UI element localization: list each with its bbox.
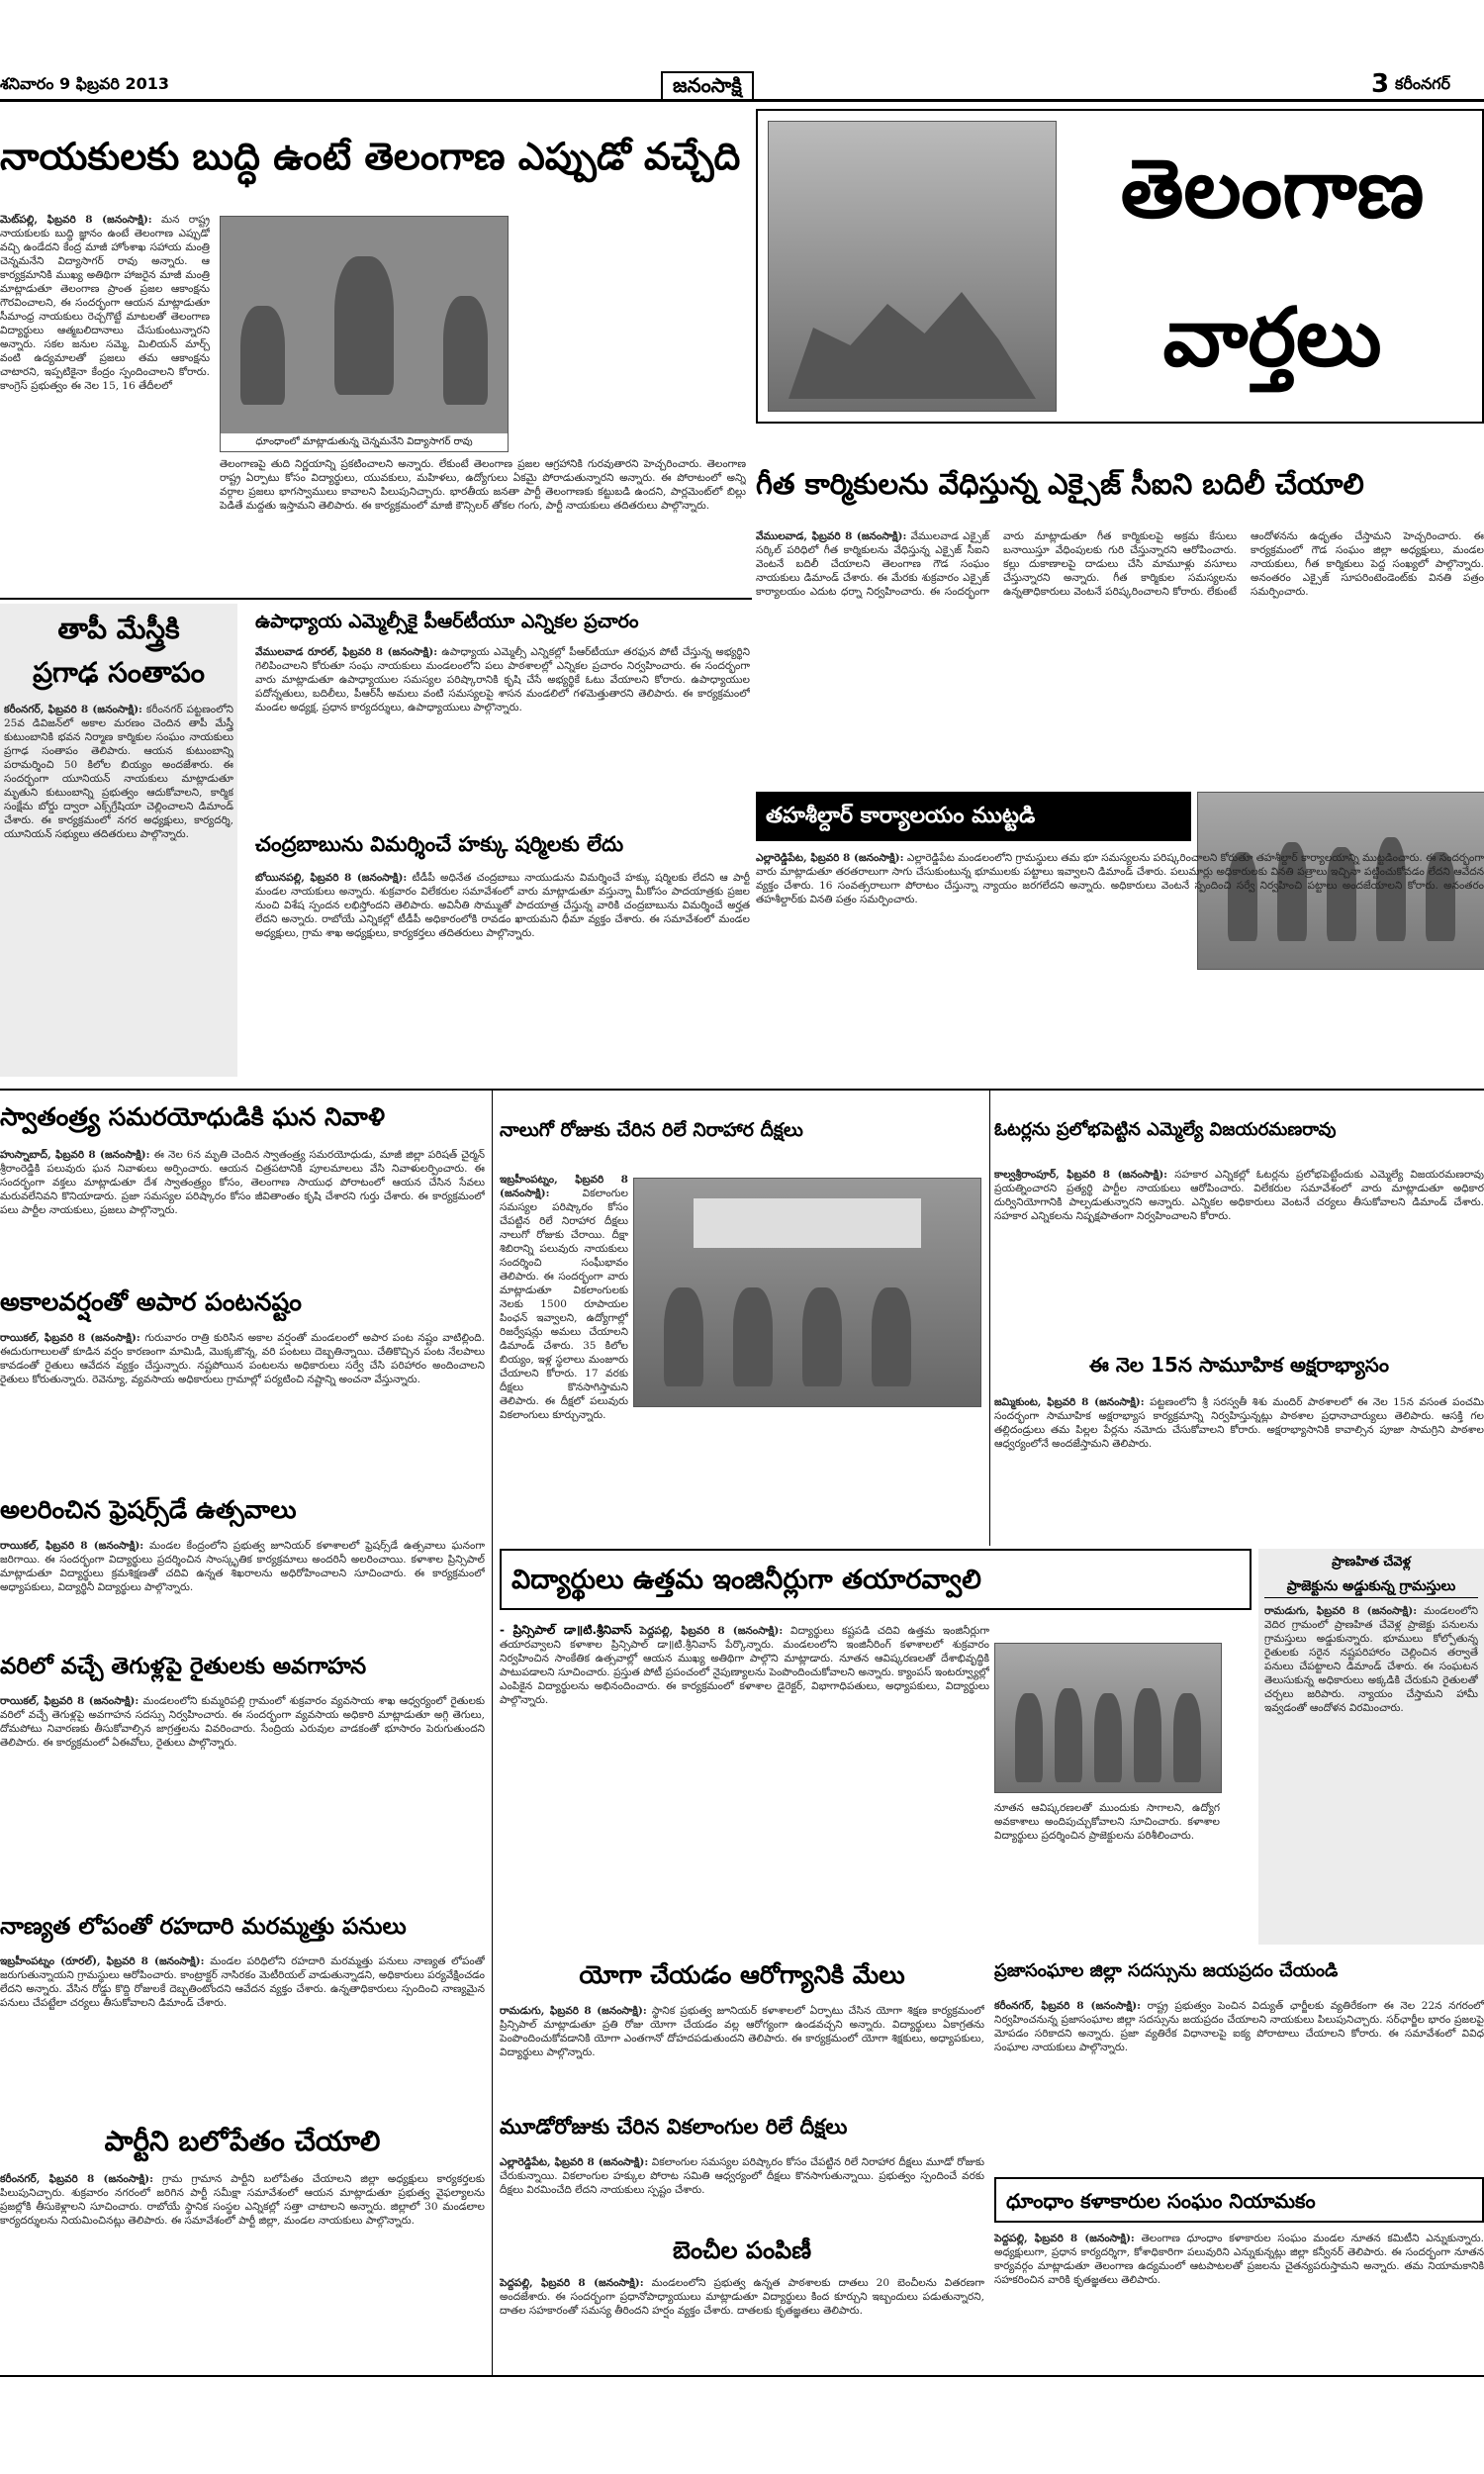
engineers-byline: - ప్రిన్సిపాల్‌ డా॥టి.శ్రీనివాస్‌ bbox=[500, 1623, 632, 1637]
voters-body bbox=[994, 1168, 1484, 1336]
party-text: గ్రామ గ్రామాన పార్టీని బలోపేతం చేయాలని జిల్లా అధ్యక్షులు కార్యకర్తలకు పిలుపునిచ్చారు. శుక్రవారం నగరంలో జరిగిన పార్టీ సమీక్షా సమావేశంలో ఆయన మాట్లాడుతూ ప్రభుత్వ వైఫల్యాలను ప్రజల్లోకి తీసుకెళ్లాలని సూచించారు. రాబోయే స్థానిక సంస్థల ఎన్నికల్లో సత్తా చాటాలని అన్నారు. జిల్లాలో 30 మండలాల కార్యదర్శులను నియమించినట్లు తెలిపారు. ఈ సమావేశంలో పార్టీ జిల్లా, మండల నాయకులు పాల్గొన్నారు. bbox=[0, 2173, 485, 2227]
freedom-dateline: హుస్నాబాద్‌, ఫిబ్రవరి 8 (జనంసాక్షి): bbox=[0, 1149, 150, 1161]
teacher-headline: ఉపాధ్యాయ ఎమ్మెల్సీకై పీఆర్‌టీయూ ఎన్నికల ప్రచారం bbox=[255, 611, 639, 632]
pranahita-dateline: రామడుగు, ఫిబ్రవరి 8 (జనంసాక్షి): bbox=[1264, 1605, 1418, 1617]
tahsildar-dateline: ఎల్లారెడ్డిపేట, ఫిబ్రవరి 8 (జనంసాక్షి): bbox=[756, 852, 904, 864]
conference-body bbox=[994, 1999, 1484, 2167]
rain-headline: అకాలవర్షంతో అపార పంటనష్టం bbox=[0, 1287, 302, 1316]
party-headline: పార్టీని బలోపేతం చేయాలి bbox=[104, 2125, 381, 2157]
engineers-dateline: పెద్దపల్లి, ఫిబ్రవరి 8 (జనంసాక్షి): bbox=[639, 1625, 784, 1637]
geetha-body bbox=[756, 529, 1484, 767]
road-text: మండల పరిధిలోని రహదారి మరమ్మత్తు పనులు నాణ్యత లోపంతో జరుగుతున్నాయని గ్రామస్థులు ఆరోపించారు. కాంట్రాక్టర్‌ నాసిరకం మెటీరియల్‌ వాడుతున్నాడని, అధికారులు పర్యవేక్షించడం లేదని అన్నారు. వేసిన రోడ్డు కొద్ది రోజులకే దెబ్బతింటోందని ఆవేదన వ్యక్తం చేశారు. ఉన్నతాధికారులు స్పందించి నాణ్యమైన పనులు చేపట్టేలా చర్యలు తీసుకోవాలని డిమాండ్‌ చేశారు. bbox=[0, 1955, 485, 2009]
top-story-photo bbox=[220, 216, 509, 452]
artists-text: తెలంగాణ ధూంధాం కళాకారుల సంఘం మండల నూతన కమిటీని ఎన్నుకున్నారు. అధ్యక్షులుగా, ప్రధాన కార్యదర్శిగా, కోశాధికారిగా పలువురిని ఎన్నుకున్నట్లు జిల్లా కన్వీనర్‌ తెలిపారు. ఈ సందర్భంగా నూతన కార్యవర్గం మాట్లాడుతూ తెలంగాణ ఉద్యమంలో ఆటపాటలతో ప్రజలను చైతన్యపరుస్తామని అన్నారు. తమ నియామకానికి సహకరించిన వారికి కృతజ్ఞతలు తెలిపారు. bbox=[994, 2233, 1484, 2286]
rain-body bbox=[0, 1331, 485, 1475]
top-story-text-2: తెలంగాణపై తుది నిర్ణయాన్ని ప్రకటించాలని అన్నారు. లేకుంటే తెలంగాణ ప్రజల ఆగ్రహానికి గురవుతారని హెచ్చరించారు. తెలంగాణ రాష్ట్ర ఏర్పాటు కోసం విద్యార్థులు, యువకులు, మహిళలు, ఉద్యోగులు ఏకమై పోరాడుతున్నారని అన్నారు. ఈ పోరాటంలో అన్ని వర్గాల ప్రజలు భాగస్వాములు కావాలని పిలుపునిచ్చారు. భారతీయ జనతా పార్టీ తెలంగాణకు కట్టుబడి ఉందని, పార్లమెంట్‌లో బిల్లు పెడితే మద్దతు ఇస్తామని తెలిపారు. ఈ కార్యక్రమంలో మాజీ కౌన్సిలర్‌ తోకల గంగు, పార్టీ నాయకులు తదితరులు పాల్గొన్నారు. bbox=[220, 458, 746, 512]
road-headline: నాణ్యత లోపంతో రహదారి మరమ్మత్తు పనులు bbox=[0, 1914, 407, 1940]
literacy-body bbox=[994, 1395, 1484, 1540]
rain-text: గురువారం రాత్రి కురిసిన అకాల వర్షంతో మండలంలో అపార పంట నష్టం వాటిల్లింది. ఈదురుగాలులతో కూడిన వర్షం కారణంగా మామిడి, మొక్కజొన్న, వరి పంటలు దెబ్బతిన్నాయి. చేతికొచ్చిన పంట నేలపాలు కావడంతో రైతులు ఆవేదన వ్యక్తం చేస్తున్నారు. నష్టపోయిన పంటలను అధికారులు సర్వే చేసి పరిహారం అందించాలని రైతులు కోరుతున్నారు. రెవెన్యూ, వ్యవసాయ అధికారులు గ్రామాల్లో పర్యటించి నష్టాన్ని అంచనా వేస్తున్నారు. bbox=[0, 1332, 485, 1385]
freedom-text: ఈ నెల 6న మృతి చెందిన స్వాతంత్ర్య సమరయోధుడు, మాజీ జిల్లా పరిషత్‌ చైర్మన్‌ శ్రీరాంరెడ్డికి పలువురు ఘన నివాళులు అర్పించారు. ఆయన చిత్రపటానికి పూలమాలలు వేసి నివాళులర్పించారు. ఈ సందర్భంగా వక్తలు మాట్లాడుతూ దేశ స్వాతంత్ర్యం కోసం, తెలంగాణ సాయుధ పోరాటంలో ఆయన చేసిన సేవలు మరువలేనివని కొనియాడారు. ప్రజా సమస్యల పరిష్కారం కోసం జీవితాంతం కృషి చేశారని గుర్తు చేశారు. ఈ కార్యక్రమంలో పలు పార్టీల నాయకులు, ప్రజలు పాల్గొన్నారు. bbox=[0, 1149, 485, 1216]
paper-logo: జనంసాక్షి bbox=[661, 71, 754, 99]
literacy-dateline: జమ్మికుంట, ఫిబ్రవరి 8 (జనంసాక్షి): bbox=[994, 1396, 1145, 1408]
tahsildar-text: ఎల్లారెడ్డిపేట మండలంలోని గ్రామస్థులు తమ భూ సమస్యలను పరిష్కరించాలని కోరుతూ తహశీల్దార్‌ కార్యాలయాన్ని ముట్టడించారు. ఈ సందర్భంగా వారు మాట్లాడుతూ తరతరాలుగా సాగు చేసుకుంటున్న భూములకు పట్టాలు ఇవ్వాలని డిమాండ్‌ చేశారు. పలుమార్లు అధికారులకు వినతి పత్రాలు ఇచ్చినా పట్టించుకోవడం లేదని ఆవేదన వ్యక్తం చేశారు. 16 సంవత్సరాలుగా పోరాటం చేస్తున్నా న్యాయం జరగలేదని అన్నారు. అధికారులు వెంటనే స్పందించి సర్వే నిర్వహించి పట్టాలు అందజేయాలని కోరారు. అనంతరం తహశీల్దార్‌కు వినతి పత్రం సమర్పించారు. bbox=[756, 852, 1484, 905]
artists-headline-box bbox=[994, 2177, 1484, 2223]
freshers-dateline: రాయికల్‌, ఫిబ్రవరి 8 (జనంసాక్షి): bbox=[0, 1540, 144, 1552]
chandrababu-body bbox=[255, 871, 750, 1074]
relay-body bbox=[500, 2155, 984, 2225]
fort-photo bbox=[768, 121, 1057, 412]
banner-line-2: వార్తలు bbox=[1162, 291, 1382, 385]
freedom-body bbox=[0, 1148, 485, 1275]
masthead bbox=[0, 71, 1484, 99]
chandrababu-dateline: బోయినపల్లి, ఫిబ్రవరి 8 (జనంసాక్షి): bbox=[255, 872, 408, 884]
pranahita-text: మండలంలోని వెదిర గ్రామంలో ప్రాణహిత చేవెళ్ల ప్రాజెక్టు పనులను గ్రామస్తులు అడ్డుకున్నారు. భూములు కోల్పోతున్న రైతులకు సరైన నష్టపరిహారం చెల్లించిన తర్వాతే పనులు చేపట్టాలని డిమాండ్‌ చేశారు. ఈ సంఘటన తెలుసుకున్న అధికారులు అక్కడికి చేరుకుని రైతులతో చర్చలు జరిపారు. న్యాయం చేస్తామని హామీ ఇవ్వడంతో ఆందోళన విరమించారు. bbox=[1264, 1605, 1478, 1714]
pranahita-kicker: ప్రాణహిత చేవెళ్ల bbox=[1332, 1555, 1411, 1570]
top-story-col2 bbox=[220, 457, 746, 594]
divider-top-left bbox=[0, 598, 752, 600]
road-dateline: ఇబ్రహీంపట్నం (రూరల్‌), ఫిబ్రవరి 8 (జనంసాక్షి): bbox=[0, 1955, 205, 1967]
hunger-body-left bbox=[500, 1173, 628, 1450]
yoga-text: స్థానిక ప్రభుత్వ జూనియర్‌ కళాశాలలో ఏర్పాటు చేసిన యోగా శిక్షణ కార్యక్రమంలో ప్రిన్సిపాల్‌ మాట్లాడుతూ ప్రతి రోజు యోగా చేయడం వల్ల ఆరోగ్యంగా ఉండవచ్చని అన్నారు. విద్యార్థులు ఏకాగ్రతను పెంపొందించుకోవడానికి యోగా ఎంతగానో దోహదపడుతుందని తెలిపారు. ఈ కార్యక్రమంలో యోగా శిక్షకులు, అధ్యాపకులు, విద్యార్థులు పాల్గొన్నారు. bbox=[500, 2005, 984, 2058]
top-story-text-1: మన రాష్ట్ర నాయకులకు బుద్ధి జ్ఞానం ఉంటే తెలంగాణ ఎప్పుడో వచ్చి ఉండేదని కేంద్ర మాజీ హోంశాఖ సహాయ మంత్రి చెన్నమనేని విద్యాసాగర్‌ రావు అన్నారు. ఆ కార్యక్రమానికి ముఖ్య అతిథిగా హాజరైన మాజీ మంత్రి మాట్లాడుతూ తెలంగాణ ప్రాంత ప్రజల ఆకాంక్షను గౌరవించాలని, ఈ సందర్భంగా ఆయన మాట్లాడుతూ సీమాంధ్ర నాయకులు రెచ్చగొట్టే మాటలతో తెలంగాణ విద్యార్థులు ఆత్మబలిదానాలు చేసుకుంటున్నారని అన్నారు. సకల జనుల సమ్మె, మిలియన్‌ మార్చ్‌ వంటి ఉద్యమాలతో ప్రజలు తమ ఆకాంక్షను చాటారని, ఇప్పటికైనా కేంద్రం స్పందించాలని కోరారు. కాంగ్రెస్‌ ప్రభుత్వం ఈ నెల 15, 16 తేదీలలో bbox=[0, 214, 210, 392]
artists-body bbox=[994, 2232, 1484, 2365]
road-body bbox=[0, 1954, 485, 2091]
relay-text: వికలాంగుల సమస్యల పరిష్కారం కోసం చేపట్టిన రిలే నిరాహార దీక్షలు మూడో రోజుకు చేరుకున్నాయి. వికలాంగుల హక్కుల పోరాట సమితి ఆధ్వర్యంలో దీక్షలు కొనసాగుతున్నాయి. ప్రభుత్వం స్పందించే వరకు దీక్షలు విరమించేది లేదని నాయకులు స్పష్టం చేశారు. bbox=[500, 2156, 984, 2196]
hunger-text: వికలాంగుల సమస్యల పరిష్కారం కోసం చేపట్టిన రిలే నిరాహార దీక్షలు నాలుగో రోజుకు చేరాయి. దీక్షా శిబిరాన్ని పలువురు నాయకులు సందర్శించి సంఘీభావం తెలిపారు. ఈ సందర్భంగా వారు మాట్లాడుతూ వికలాంగులకు నెలకు 1500 రూపాయల పింఛన్‌ ఇవ్వాలని, ఉద్యోగాల్లో రిజర్వేషన్లు అమలు చేయాలని డిమాండ్‌ చేశారు. 35 కిలోల బియ్యం, ఇళ్ల స్థలాలు మంజూరు చేయాలని కోరారు. 17 వరకు దీక్షలు కొనసాగిస్తామని తెలిపారు. ఈ దీక్షలో పలువురు వికలాంగులు కూర్చున్నారు. bbox=[500, 1188, 628, 1421]
pest-text: మండలంలోని కుమ్మరిపల్లి గ్రామంలో శుక్రవారం వ్యవసాయ శాఖ ఆధ్వర్యంలో రైతులకు వరిలో వచ్చే తెగుళ్లపై అవగాహన సదస్సు నిర్వహించారు. ఈ సందర్భంగా వ్యవసాయ అధికారి మాట్లాడుతూ అగ్గి తెగులు, దోమపోటు నివారణకు తీసుకోవాల్సిన జాగ్రత్తలను వివరించారు. సేంద్రియ ఎరువుల వాడకంతో భూసారం పెరుగుతుందని తెలిపారు. ఈ కార్యక్రమంలో ఏఈవోలు, రైతులు పాల్గొన్నారు. bbox=[0, 1695, 485, 1749]
top-story-photo-caption: ధూంధాంలో మాట్లాడుతున్న చెన్నమనేని విద్యాసాగర్‌ రావు bbox=[221, 433, 508, 451]
yoga-body bbox=[500, 2004, 984, 2101]
hunger-photo bbox=[633, 1178, 981, 1407]
freshers-body bbox=[0, 1539, 485, 1636]
benches-text: మండలంలోని ప్రభుత్వ ఉన్నత పాఠశాలకు దాతలు 20 బెంచీలను వితరణగా అందజేశారు. ఈ సందర్భంగా ప్రధానోపాధ్యాయులు మాట్లాడుతూ విద్యార్థులు కింద కూర్చుని ఇబ్బందులు పడుతున్నారని, దాతల సహకారంతో సమస్య తీరిందని హర్షం వ్యక్తం చేశారు. దాతలకు కృతజ్ఞతలు తెలిపారు. bbox=[500, 2277, 984, 2317]
conference-dateline: కరీంనగర్‌, ఫిబ్రవరి 8 (జనంసాక్షి): bbox=[994, 2000, 1141, 2012]
literacy-headline: ఈ నెల 15న సామూహిక అక్షరాభ్యాసం bbox=[1089, 1353, 1389, 1377]
tapi-headline-1: తాపీ మేస్త్రీకి bbox=[57, 613, 180, 645]
geetha-dateline: వేములవాడ, ఫిబ్రవరి 8 (జనంసాక్షి): bbox=[756, 530, 907, 542]
masthead-date: శనివారం 9 ఫిబ్రవరి 2013 bbox=[0, 74, 170, 93]
teacher-dateline: వేములవాడ రూరల్‌, ఫిబ్రవరి 8 (జనంసాక్షి): bbox=[255, 646, 438, 658]
voters-text: సహకార ఎన్నికల్లో ఓటర్లను ప్రలోభపెట్టేందుకు ఎమ్మెల్యే విజయరమణరావు ప్రయత్నించారని ప్రత్యర్థి పార్టీల నాయకులు ఆరోపించారు. విలేకరుల సమావేశంలో వారు మాట్లాడుతూ అధికార దుర్వినియోగానికి పాల్పడుతున్నారని అన్నారు. ఎన్నికల అధికారులు వెంటనే చర్యలు తీసుకోవాలని డిమాండ్‌ చేశారు. సహకార ఎన్నికలను నిష్పక్షపాతంగా నిర్వహించాలని కోరారు. bbox=[994, 1169, 1484, 1222]
artists-headline: ధూంధాం కళాకారుల సంఘం నియామకం bbox=[1006, 2189, 1316, 2213]
bottom-rule bbox=[0, 2375, 1484, 2377]
divider-middle bbox=[0, 1089, 1484, 1091]
voters-headline: ఓటర్లను ప్రలోభపెట్టిన ఎమ్మెల్యే విజయరమణరావు bbox=[994, 1119, 1337, 1140]
masthead-rule bbox=[0, 99, 1484, 102]
engineers-headline-box bbox=[500, 1549, 1252, 1610]
tahsildar-body bbox=[756, 851, 1484, 1069]
artists-dateline: పెద్దపల్లి, ఫిబ్రవరి 8 (జనంసాక్షి): bbox=[994, 2233, 1135, 2244]
pest-body bbox=[0, 1694, 485, 1801]
conference-headline: ప్రజాసంఘాల జిల్లా సదస్సును జయప్రదం చేయండి bbox=[994, 1960, 1339, 1981]
yoga-headline: యోగా చేయడం ఆరోగ్యానికి మేలు bbox=[579, 1960, 905, 1989]
tapi-dateline: కరీంనగర్‌, ఫిబ్రవరి 8 (జనంసాక్షి): bbox=[4, 704, 142, 715]
party-dateline: కరీంనగర్‌, ఫిబ్రవరి 8 (జనంసాక్షి): bbox=[0, 2173, 153, 2185]
freshers-headline: అలరించిన ఫ్రెషర్స్‌డే ఉత్సవాలు bbox=[0, 1495, 297, 1524]
engineers-photo bbox=[994, 1643, 1222, 1793]
top-story-headline: నాయకులకు బుద్ధి ఉంటే తెలంగాణ ఎప్పుడో వచ్చేది bbox=[0, 135, 741, 178]
rain-dateline: రాయికల్‌, ఫిబ్రవరి 8 (జనంసాక్షి): bbox=[0, 1332, 140, 1344]
tapi-text: కరీంనగర్‌ పట్టణంలోని 25వ డివిజన్‌లో అకాల మరణం చెందిన తాపీ మేస్త్రీ కుటుంబానికి భవన నిర్మాణ కార్మికుల సంఘం నాయకులు ప్రగాఢ సంతాపం తెలిపారు. ఆయన కుటుంబాన్ని పరామర్శించి 50 కిలోల బియ్యం అందజేశారు. ఈ సందర్భంగా యూనియన్‌ నాయకులు మాట్లాడుతూ మృతుని కుటుంబాన్ని ప్రభుత్వం ఆదుకోవాలని, కార్మిక సంక్షేమ బోర్డు ద్వారా ఎక్స్‌గ్రేషియా చెల్లించాలని డిమాండ్‌ చేశారు. ఈ కార్యక్రమంలో నగర అధ్యక్షులు, కార్యదర్శి, యూనియన్‌ సభ్యులు తదితరులు పాల్గొన్నారు. bbox=[4, 704, 233, 840]
engineers-text: విద్యార్థులు కష్టపడి చదివి ఉత్తమ ఇంజినీర్లుగా తయారవ్వాలని కళాశాల ప్రిన్సిపాల్‌ డా॥టి.శ్రీనివాస్‌ పేర్కొన్నారు. మండలంలోని ఇంజినీరింగ్‌ కళాశాలలో శుక్రవారం నిర్వహించిన సాంకేతిక ఉత్సవాల్లో ఆయన ముఖ్య అతిథిగా పాల్గొని మాట్లాడారు. నూతన ఆవిష్కరణలతో దేశాభివృద్ధికి పాటుపడాలని సూచించారు. ప్రస్తుత పోటీ ప్రపంచంలో నైపుణ్యాలను పెంపొందించుకోవాలని అన్నారు. క్యాంపస్‌ ఇంటర్వ్యూల్లో ఎంపికైన విద్యార్థులను అభినందించారు. ఈ కార్యక్రమంలో కళాశాల డైరెక్టర్‌, విభాగాధిపతులు, అధ్యాపకులు, విద్యార్థులు పాల్గొన్నారు. bbox=[500, 1625, 989, 1706]
engineers-text-right: నూతన ఆవిష్కరణలతో ముందుకు సాగాలని, ఉద్యోగ అవకాశాలు అందిపుచ్చుకోవాలని సూచించారు. కళాశాల విద్యార్థులు ప్రదర్శించిన ప్రాజెక్టులను పరిశీలించారు. bbox=[994, 1802, 1220, 1842]
geetha-text: వేములవాడ ఎక్సైజ్‌ సర్కిల్‌ పరిధిలో గీత కార్మికులను వేధిస్తున్న ఎక్సైజ్‌ సీఐని వెంటనే బదిలీ చేయాలని తెలంగాణ గౌడ సంఘం నాయకులు డిమాండ్‌ చేశారు. ఈ మేరకు శుక్రవారం ఎక్సైజ్‌ కార్యాలయం ఎదుట ధర్నా నిర్వహించారు. ఈ సందర్భంగా వారు మాట్లాడుతూ గీత కార్మికులపై అక్రమ కేసులు బనాయిస్తూ వేధింపులకు గురి చేస్తున్నారని ఆరోపించారు. కల్లు దుకాణాలపై దాడులు చేసి మామూళ్లు వసూలు చేస్తున్నారని అన్నారు. గీత కార్మికుల సమస్యలను ఉన్నతాధికారులు వెంటనే పరిష్కరించాలని కోరారు. లేకుంటే ఆందోళనను ఉధృతం చేస్తామని హెచ్చరించారు. ఈ కార్యక్రమంలో గౌడ సంఘం జిల్లా అధ్యక్షులు, మండల నాయకులు, గీత కార్మికులు పెద్ద సంఖ్యలో పాల్గొన్నారు. అనంతరం ఎక్సైజ్‌ సూపరింటెండెంట్‌కు వినతి పత్రం సమర్పించారు. bbox=[756, 530, 1484, 598]
conference-text: రాష్ట్ర ప్రభుత్వం పెంచిన విద్యుత్‌ ఛార్జీలకు వ్యతిరేకంగా ఈ నెల 22న నగరంలో నిర్వహించనున్న ప్రజాసంఘాల జిల్లా సదస్సును జయప్రదం చేయాలని నాయకులు పిలుపునిచ్చారు. సర్‌ఛార్జీల భారం ప్రజలపై మోపడం సరికాదని అన్నారు. ప్రజా వ్యతిరేక విధానాలపై ఐక్య పోరాటాలు చేయాలని కోరారు. ఈ సమావేశంలో వివిధ సంఘాల నాయకులు పాల్గొన్నారు. bbox=[994, 2000, 1484, 2053]
pranahita-headline: ప్రాజెక్టును అడ్డుకున్న గ్రామస్తులు bbox=[1264, 1578, 1478, 1598]
benches-dateline: పెద్దపల్లి, ఫిబ్రవరి 8 (జనంసాక్షి): bbox=[500, 2277, 644, 2289]
feature-banner bbox=[756, 109, 1484, 424]
edition-name: కరీంనగర్ bbox=[1395, 74, 1451, 93]
chandrababu-headline: చంద్రబాబును విమర్శించే హక్కు షర్మిలకు లేదు bbox=[255, 832, 624, 856]
banner-line-1: తెలంగాణ bbox=[1120, 143, 1425, 237]
teacher-body bbox=[255, 645, 750, 813]
tahsildar-headline: తహశీల్దార్‌ కార్యాలయం ముట్టడి bbox=[766, 804, 1036, 828]
party-body bbox=[0, 2172, 485, 2368]
column-rule-right bbox=[989, 1091, 990, 1546]
engineers-headline: విద్యార్థులు ఉత్తమ ఇంజినీర్లుగా తయారవ్వాలి bbox=[511, 1565, 981, 1595]
pranahita-box bbox=[1258, 1549, 1484, 1945]
literacy-text: పట్టణంలోని శ్రీ సరస్వతీ శిశు మందిర్‌ పాఠశాలలో ఈ నెల 15న వసంత పంచమి సందర్భంగా సామూహిక అక్షరాభ్యాస కార్యక్రమాన్ని నిర్వహిస్తున్నట్లు పాఠశాల ప్రధానాచార్యులు తెలిపారు. ఆసక్తి గల తల్లిదండ్రులు తమ పిల్లల పేర్లను నమోదు చేసుకోవాలని కోరారు. అక్షరాభ్యాసానికి కావాల్సిన పూజా సామగ్రిని పాఠశాల ఆధ్వర్యంలోనే అందజేస్తామని తెలిపారు. bbox=[994, 1396, 1484, 1450]
hunger-dateline: ఇబ్రహీంపట్నం, ఫిబ్రవరి 8 (జనంసాక్షి): bbox=[500, 1174, 628, 1199]
top-story-col1 bbox=[0, 213, 210, 594]
chandrababu-text: టీడీపీ అధినేత చంద్రబాబు నాయుడును విమర్శించే హక్కు షర్మిలకు లేదని ఆ పార్టీ మండల నాయకులు అన్నారు. శుక్రవారం విలేకరుల సమావేశంలో వారు మాట్లాడుతూ వస్తున్నా మీకోసం పాదయాత్రకు ప్రజల నుంచి విశేష స్పందన లభిస్తోందని తెలిపారు. అవినీతి సొమ్ముతో పాదయాత్ర చేస్తున్న వారికి చంద్రబాబును విమర్శించే అర్హత లేదని అన్నారు. రాబోయే ఎన్నికల్లో టీడీపీ అధికారంలోకి రావడం ఖాయమని ధీమా వ్యక్తం చేశారు. ఈ సమావేశంలో మండల అధ్యక్షులు, గ్రామ శాఖ అధ్యక్షులు, కార్యకర్తలు తదితరులు పాల్గొన్నారు. bbox=[255, 872, 750, 939]
column-rule-left bbox=[492, 1091, 493, 2377]
pest-headline: వరిలో వచ్చే తెగుళ్లపై రైతులకు అవగాహన bbox=[0, 1654, 367, 1679]
relay-headline: మూడోరోజుకు చేరిన వికలాంగుల రిలే దీక్షలు bbox=[500, 2115, 848, 2139]
tapi-story bbox=[0, 604, 237, 1077]
benches-body bbox=[500, 2276, 984, 2365]
hunger-headline: నాలుగో రోజుకు చేరిన రిలే నిరాహార దీక్షలు bbox=[500, 1119, 803, 1141]
freshers-text: మండల కేంద్రంలోని ప్రభుత్వ జూనియర్‌ కళాశాలలో ఫ్రెషర్స్‌డే ఉత్సవాలు ఘనంగా జరిగాయి. ఈ సందర్భంగా విద్యార్థులు ప్రదర్శించిన సాంస్కృతిక కార్యక్రమాలు అందరినీ అలరించాయి. కళాశాల ప్రిన్సిపాల్‌ మాట్లాడుతూ విద్యార్థులు క్రమశిక్షణతో చదివి ఉన్నత శిఖరాలను అధిరోహించాలని సూచించారు. ఈ కార్యక్రమంలో అధ్యాపకులు, విద్యార్థినీ విద్యార్థులు పాల్గొన్నారు. bbox=[0, 1540, 485, 1593]
tapi-headline-2: ప్రగాఢ సంతాపం bbox=[33, 656, 205, 689]
pest-dateline: రాయికల్‌, ఫిబ్రవరి 8 (జనంసాక్షి): bbox=[0, 1695, 139, 1707]
geetha-headline: గీత కార్మికులను వేధిస్తున్న ఎక్సైజ్‌ సీఐని బదిలీ చేయాలి bbox=[756, 467, 1364, 501]
page-number: 3 bbox=[1371, 71, 1390, 99]
yoga-dateline: రామడుగు, ఫిబ్రవరి 8 (జనంసాక్షి): bbox=[500, 2005, 647, 2017]
top-story-dateline: మెట్‌పల్లి, ఫిబ్రవరి 8 (జనంసాక్షి): bbox=[0, 214, 152, 226]
relay-dateline: ఎల్లారెడ్డిపేట, ఫిబ్రవరి 8 (జనంసాక్షి): bbox=[500, 2156, 649, 2168]
engineers-col-right bbox=[994, 1801, 1220, 1860]
freedom-headline: స్వాతంత్ర్య సమరయోధుడికి ఘన నివాళి bbox=[0, 1102, 385, 1131]
voters-dateline: కాల్వశ్రీరాంపూర్‌, ఫిబ్రవరి 8 (జనంసాక్షి): bbox=[994, 1169, 1168, 1181]
teacher-text: ఉపాధ్యాయ ఎమ్మెల్సీ ఎన్నికల్లో పీఆర్‌టీయూ తరఫున పోటీ చేస్తున్న అభ్యర్థిని గెలిపించాలని కోరుతూ సంఘ నాయకులు మండలంలోని పలు పాఠశాలల్లో ఎన్నికల ప్రచారం నిర్వహించారు. ఈ సందర్భంగా వారు మాట్లాడుతూ ఉపాధ్యాయుల సమస్యల పరిష్కారానికి కృషి చేసే అభ్యర్థికే ఓటు వేయాలని కోరారు. ఉపాధ్యాయుల పదోన్నతులు, బదిలీలు, పీఆర్‌సీ అమలు వంటి సమస్యలపై శాసన మండలిలో గళమెత్తుతారని తెలిపారు. ఈ కార్యక్రమంలో మండల అధ్యక్ష, ప్రధాన కార్యదర్శులు, ఉపాధ్యాయులు పాల్గొన్నారు. bbox=[255, 646, 750, 714]
tahsildar-headline-box bbox=[756, 792, 1191, 841]
benches-headline: బెంచీల పంపిణీ bbox=[672, 2236, 812, 2264]
engineers-body bbox=[500, 1623, 989, 1994]
